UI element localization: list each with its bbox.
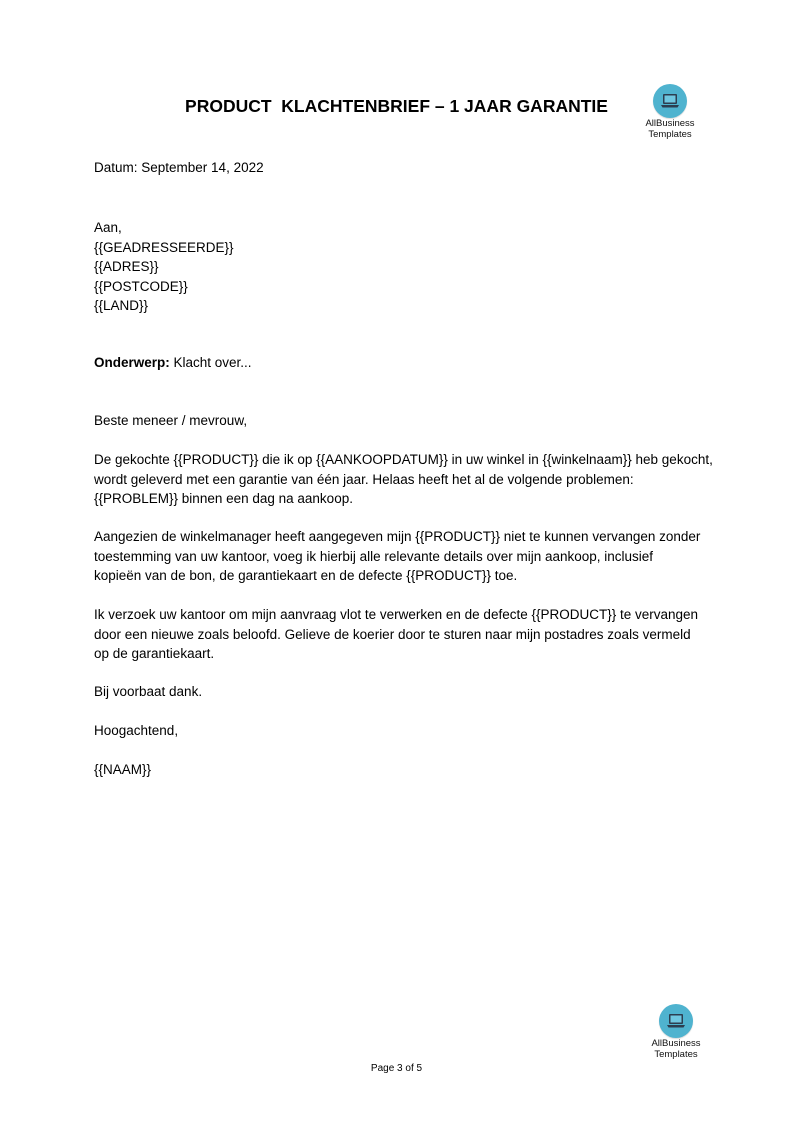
recipient-line: {{GEADRESSEERDE}} [94,239,234,255]
laptop-icon [653,84,687,118]
paragraph-line: toestemming van uw kantoor, voeg ik hierbij alle relevante details over mijn aankoop, inclusief [94,548,654,564]
thanks-line: Bij voorbaat dank. [94,684,203,699]
paragraph-line: De gekochte {{PRODUCT}} die ik op {{AANKOOPDATUM}} in uw winkel in {{winkelnaam}} heb gekocht, [94,452,713,467]
logo-text-line2: Templates [654,1049,698,1060]
recipient-line: {{LAND}} [94,298,149,313]
signature-line: {{NAAM}} [94,762,152,777]
paragraph-line: kopieën van de bon, de garantiekaart en de defecte {{PRODUCT}} toe. [94,568,518,583]
header-logo [638,84,702,140]
paragraph-line: Aangezien de winkelmanager heeft aangegeven mijn {{PRODUCT}} niet te kunnen vervangen zonder [94,529,701,544]
laptop-icon [659,1004,693,1038]
paragraph-line: {{PROBLEM}} binnen een dag na aankoop. [94,491,353,506]
paragraph-3 [94,605,704,664]
subject-line [94,353,704,373]
paragraph-2 [94,527,704,586]
logo-text-line1: AllBusiness [651,1038,701,1049]
recipient-line: {{POSTCODE}} [94,278,188,294]
logo-text-line2: Templates [648,129,692,140]
closing-line: Hoogachtend, [94,723,179,738]
footer-logo [644,1004,708,1060]
paragraph-line: door een nieuwe zoals beloofd. Gelieve de koerier door te sturen naar mijn postadres zoals vermeld [94,626,691,642]
paragraph-line: Ik verzoek uw kantoor om mijn aanvraag vlot te verwerken en de defecte {{PRODUCT}} te vervangen [94,607,699,622]
recipient-line: Aan, [94,220,122,235]
document-title: PRODUCT KLACHTENBRIEF – 1 JAAR GARANTIE [185,96,608,116]
subject-text: Klacht over... [169,355,252,370]
page-number: Page 3 of 5 [370,1063,423,1074]
recipient-block [94,218,704,316]
paragraph-1 [94,450,713,509]
paragraph-line: op de garantiekaart. [94,646,215,661]
date-line: Datum: September 14, 2022 [94,160,264,175]
subject-label: Onderwerp: [94,355,170,370]
salutation: Beste meneer / mevrouw, [94,413,248,428]
logo-text-line1: AllBusiness [645,118,695,129]
recipient-line: {{ADRES}} [94,259,159,274]
paragraph-line: wordt geleverd met een garantie van één jaar. Helaas heeft het al de volgende problemen: [94,471,634,487]
